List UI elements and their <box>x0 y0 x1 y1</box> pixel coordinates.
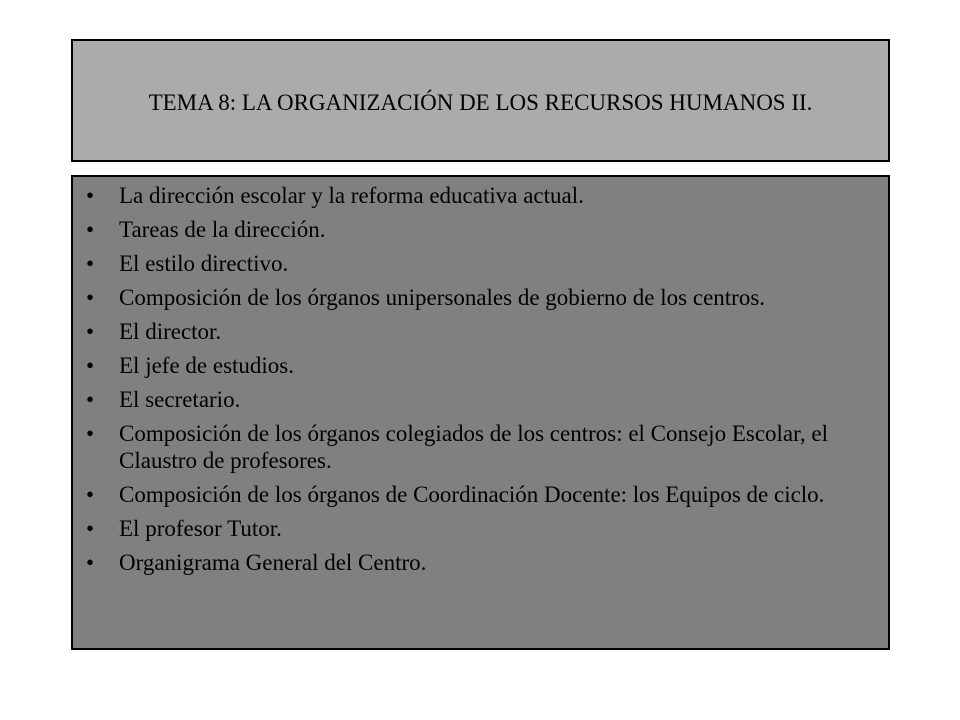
list-item-text: El director. <box>119 319 222 344</box>
list-item-text: La dirección escolar y la reforma educativa actual. <box>119 183 584 208</box>
content-box <box>71 175 890 650</box>
bullet-icon: • <box>86 516 95 541</box>
bullet-icon: • <box>86 319 95 344</box>
bullet-icon: • <box>86 353 95 378</box>
list-item <box>73 481 888 508</box>
title-box <box>71 39 890 162</box>
list-item-text: Composición de los órganos unipersonales de gobierno de los centros. <box>119 285 766 310</box>
list-item <box>73 216 888 243</box>
bullet-icon: • <box>86 482 95 507</box>
bullet-icon: • <box>86 421 95 446</box>
bullet-icon: • <box>86 251 95 276</box>
list-item-text: El jefe de estudios. <box>119 353 295 378</box>
list-item <box>73 182 888 209</box>
list-item <box>73 284 888 311</box>
list-item <box>73 420 888 474</box>
list-item <box>73 515 888 542</box>
list-item-text: El secretario. <box>119 387 241 412</box>
list-item-text: Organigrama General del Centro. <box>119 550 427 575</box>
list-item <box>73 352 888 379</box>
slide-title: TEMA 8: LA ORGANIZACIÓN DE LOS RECURSOS HUMANOS II. <box>148 89 813 115</box>
list-item <box>73 250 888 277</box>
list-item-text: El profesor Tutor. <box>119 516 282 541</box>
list-item-text: Composición de los órganos de Coordinación Docente: los Equipos de ciclo. <box>119 482 825 507</box>
list-item-text: Tareas de la dirección. <box>119 217 326 242</box>
bullet-icon: • <box>86 387 95 412</box>
list-item <box>73 549 888 576</box>
list-item-text: Composición de los órganos colegiados de los centros: el Consejo Escolar, el Claustro de profesores. <box>119 421 828 473</box>
list-item <box>73 318 888 345</box>
bullet-icon: • <box>86 183 95 208</box>
bullet-icon: • <box>86 217 95 242</box>
list-item-text: El estilo directivo. <box>119 251 289 276</box>
bullet-icon: • <box>86 550 95 575</box>
bullet-icon: • <box>86 285 95 310</box>
list-item <box>73 386 888 413</box>
bullet-list <box>73 177 888 576</box>
